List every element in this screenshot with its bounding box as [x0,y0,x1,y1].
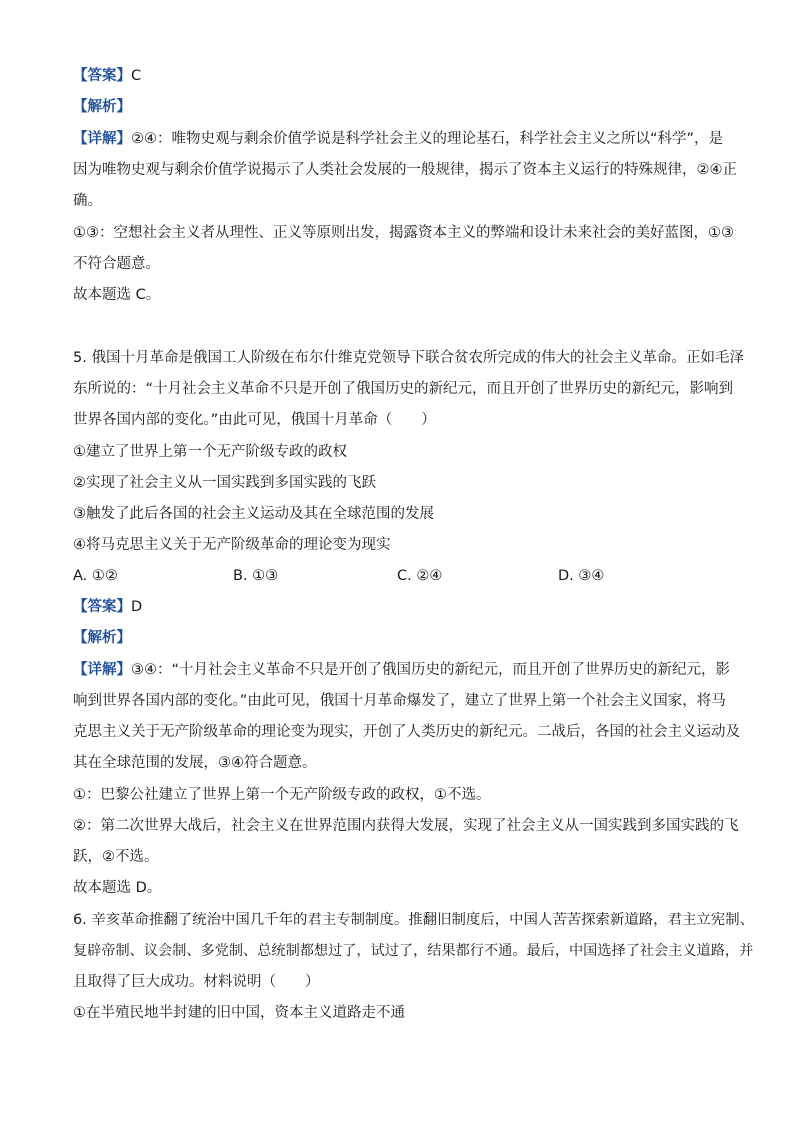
q5-stem-line: 5. 俄国十月革命是俄国工人阶级在布尔什维克党领导下联合贫农所完成的伟大的社会主义革命。正如毛泽 [73,350,744,366]
analysis-tag: 【解析】 [73,99,131,115]
answer-value: D [131,599,143,615]
q4-detail-line [73,129,723,149]
q5-detail-line [73,660,730,680]
q4-detail-line: ①③：空想社会主义者从理性、正义等原则出发，揭露资本主义的弊端和设计未来社会的美好蓝图，①③ [73,225,734,241]
q6-stem-line: 且取得了巨大成功。材料说明（ ） [73,974,320,990]
q5-conclusion-line: 故本题选 D。 [73,880,162,896]
q5-detail-line: ②：第二次世界大战后，社会主义在世界范围内获得大发展，实现了社会主义从一国实践到多国实践的飞 [73,818,739,834]
answer-tag: 【答案】 [73,68,131,84]
q5-statement: ④将马克思主义关于无产阶级革命的理论变为现实 [73,537,391,553]
q5-option-c: C. ②④ [397,568,443,584]
q4-answer-line [73,66,141,86]
q5-stem-line: 东所说的：“十月社会主义革命不只是开创了俄国历史的新纪元，而且开创了世界历史的新纪元，影响到 [73,381,734,397]
q5-detail-line: 响到世界各国内部的变化。”由此可见，俄国十月革命爆发了，建立了世界上第一个社会主义国家，将马 [73,693,726,709]
q5-statement: ②实现了社会主义从一国实践到多国实践的飞跃 [73,475,376,491]
detail-tag: 【详解】 [73,131,131,147]
q5-statement: ①建立了世界上第一个无产阶级专政的政权 [73,444,347,460]
q5-statement: ③触发了此后各国的社会主义运动及其在全球范围的发展 [73,506,434,522]
q5-stem-line: 世界各国内部的变化。”由此可见，俄国十月革命（ ） [73,412,436,428]
q4-detail-line: 因为唯物史观与剩余价值学说揭示了人类社会发展的一般规律，揭示了资本主义运行的特殊规律，②④正 [73,162,737,178]
detail-text: ②④：唯物史观与剩余价值学说是科学社会主义的理论基石，科学社会主义之所以“科学”，是 [131,131,724,147]
detail-tag: 【详解】 [73,662,131,678]
q5-detail-line: ①：巴黎公社建立了世界上第一个无产阶级专政的政权，①不选。 [73,787,491,803]
q5-detail-line: 跃，②不选。 [73,849,159,865]
q4-analysis-line [73,97,131,117]
q6-statement: ①在半殖民地半封建的旧中国，资本主义道路走不通 [73,1005,405,1021]
answer-value: C [131,68,142,84]
q5-analysis-line [73,628,131,648]
q6-stem-line: 复辟帝制、议会制、多党制、总统制都想过了，试过了，结果都行不通。最后，中国选择了社会主义道路，并 [73,943,754,959]
q4-detail-line: 确。 [73,193,102,209]
analysis-tag: 【解析】 [73,630,131,646]
q5-option-b: B. ①③ [233,568,279,584]
detail-text: ③④：“十月社会主义革命不只是开创了俄国历史的新纪元，而且开创了世界历史的新纪元，影 [131,662,731,678]
q4-conclusion-line: 故本题选 C。 [73,287,161,303]
q5-option-a: A. ①② [73,568,118,584]
q5-detail-line: 克思主义关于无产阶级革命的理论变为现实，开创了人类历史的新纪元。二战后，各国的社会主义运动及 [73,724,740,740]
q6-stem-line: 6. 辛亥革命推翻了统治中国几千年的君主专制制度。推翻旧制度后，中国人苦苦探索新道路，君主立宪制、 [73,912,755,928]
q5-answer-line [73,597,142,617]
q5-option-d: D. ③④ [558,568,605,584]
q5-detail-line: 其在全球范围的发展，③④符合题意。 [73,755,317,771]
answer-tag: 【答案】 [73,599,131,615]
q4-detail-line: 不符合题意。 [73,256,160,272]
